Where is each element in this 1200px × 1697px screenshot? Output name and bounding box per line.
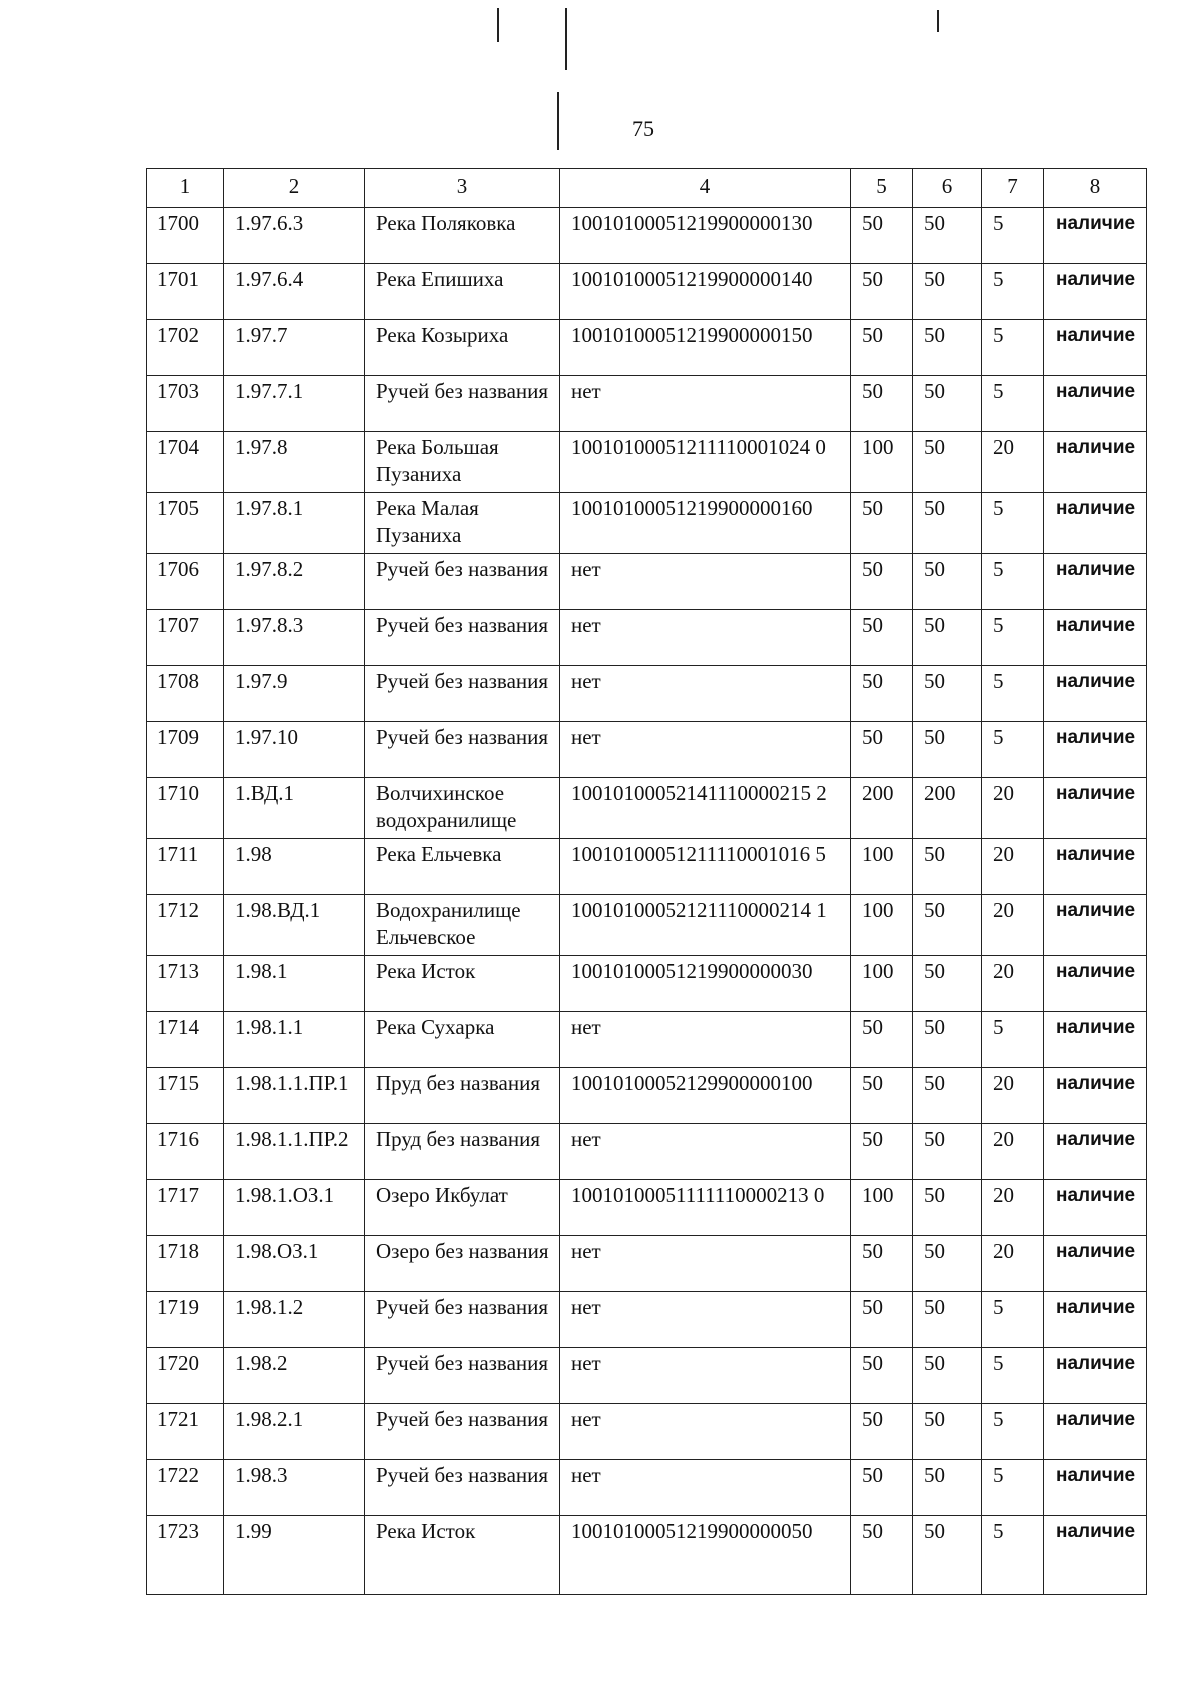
code-cell: 1.98.3 [224,1460,365,1516]
row-number-cell: 1706 [147,554,224,610]
row-number-cell: 1708 [147,666,224,722]
name-cell: Пруд без названия [365,1068,560,1124]
code-cell: 1.98.2 [224,1348,365,1404]
value-5-cell: 50 [851,264,913,320]
value-5-cell: 100 [851,1180,913,1236]
row-number-cell: 1719 [147,1292,224,1348]
status-cell: наличие [1044,839,1147,895]
name-cell: Река Поляковка [365,208,560,264]
status-cell: наличие [1044,1068,1147,1124]
table-row [147,432,1147,493]
status-cell: наличие [1044,1236,1147,1292]
scan-mark-1 [497,8,499,42]
table-row [147,839,1147,895]
status-cell: наличие [1044,1348,1147,1404]
registry-code-cell: нет [560,610,851,666]
name-cell: Река Малая Пузаниха [365,493,560,554]
value-5-cell: 50 [851,610,913,666]
value-6-cell: 50 [913,1236,982,1292]
registry-code-cell: 10010100051111110000213 0 [560,1180,851,1236]
registry-code-cell: нет [560,1404,851,1460]
value-7-cell: 20 [982,432,1044,493]
value-5-cell: 50 [851,666,913,722]
name-cell: Ручей без названия [365,1404,560,1460]
page-number: 75 [632,116,654,141]
value-6-cell: 50 [913,208,982,264]
code-cell: 1.98.1 [224,956,365,1012]
table-body [147,208,1147,1595]
name-cell: Озеро Икбулат [365,1180,560,1236]
name-cell: Ручей без названия [365,1292,560,1348]
registry-code-cell: 10010100051219900000030 [560,956,851,1012]
registry-code-cell: 10010100051219900000130 [560,208,851,264]
value-7-cell: 20 [982,956,1044,1012]
value-6-cell: 50 [913,1460,982,1516]
value-5-cell: 50 [851,1012,913,1068]
value-7-cell: 5 [982,1404,1044,1460]
value-6-cell: 50 [913,554,982,610]
scan-mark-4 [557,92,559,150]
table-row [147,264,1147,320]
value-7-cell: 5 [982,376,1044,432]
table-row [147,610,1147,666]
scan-mark-2 [565,8,567,70]
status-cell: наличие [1044,1180,1147,1236]
value-5-cell: 50 [851,1348,913,1404]
code-cell: 1.97.10 [224,722,365,778]
value-7-cell: 5 [982,1460,1044,1516]
name-cell: Река Епишиха [365,264,560,320]
value-7-cell: 5 [982,320,1044,376]
code-cell: 1.97.8 [224,432,365,493]
value-7-cell: 20 [982,778,1044,839]
header-cell: 7 [982,169,1044,208]
table-row [147,895,1147,956]
table-row [147,956,1147,1012]
value-7-cell: 5 [982,554,1044,610]
scan-mark-3 [937,10,939,32]
row-number-cell: 1718 [147,1236,224,1292]
header-cell: 3 [365,169,560,208]
value-6-cell: 50 [913,1516,982,1595]
value-6-cell: 50 [913,895,982,956]
code-cell: 1.98.1.2 [224,1292,365,1348]
value-7-cell: 5 [982,1348,1044,1404]
registry-code-cell: нет [560,666,851,722]
name-cell: Водохранилище Ельчевское [365,895,560,956]
value-7-cell: 5 [982,493,1044,554]
row-number-cell: 1722 [147,1460,224,1516]
value-6-cell: 50 [913,493,982,554]
value-7-cell: 5 [982,264,1044,320]
value-6-cell: 50 [913,666,982,722]
registry-code-cell: 10010100052141110000215 2 [560,778,851,839]
value-6-cell: 50 [913,1068,982,1124]
name-cell: Ручей без названия [365,554,560,610]
row-number-cell: 1702 [147,320,224,376]
code-cell: 1.98.1.ОЗ.1 [224,1180,365,1236]
value-6-cell: 50 [913,1404,982,1460]
code-cell: 1.97.8.3 [224,610,365,666]
value-6-cell: 50 [913,264,982,320]
code-cell: 1.97.7 [224,320,365,376]
registry-code-cell: 10010100052121110000214 1 [560,895,851,956]
value-5-cell: 100 [851,895,913,956]
table-row [147,1236,1147,1292]
value-6-cell: 50 [913,1124,982,1180]
status-cell: наличие [1044,376,1147,432]
code-cell: 1.98.1.1.ПР.1 [224,1068,365,1124]
value-5-cell: 50 [851,1292,913,1348]
name-cell: Ручей без названия [365,376,560,432]
value-7-cell: 20 [982,839,1044,895]
code-cell: 1.ВД.1 [224,778,365,839]
table-row [147,1068,1147,1124]
value-5-cell: 50 [851,1404,913,1460]
table-row [147,554,1147,610]
registry-code-cell: нет [560,376,851,432]
value-6-cell: 50 [913,1012,982,1068]
registry-code-cell: нет [560,1348,851,1404]
registry-code-cell: 10010100052129900000100 [560,1068,851,1124]
registry-code-cell: нет [560,1124,851,1180]
registry-code-cell: 10010100051211110001024 0 [560,432,851,493]
value-5-cell: 50 [851,1068,913,1124]
table-row [147,1460,1147,1516]
value-7-cell: 5 [982,722,1044,778]
registry-code-cell: 10010100051219900000050 [560,1516,851,1595]
value-7-cell: 20 [982,1236,1044,1292]
value-5-cell: 100 [851,432,913,493]
table-row [147,1516,1147,1595]
status-cell: наличие [1044,778,1147,839]
header-cell: 6 [913,169,982,208]
value-6-cell: 50 [913,376,982,432]
name-cell: Ручей без названия [365,1460,560,1516]
value-5-cell: 100 [851,839,913,895]
value-7-cell: 5 [982,1516,1044,1595]
status-cell: наличие [1044,1460,1147,1516]
value-7-cell: 5 [982,208,1044,264]
name-cell: Озеро без названия [365,1236,560,1292]
table-row [147,320,1147,376]
name-cell: Река Исток [365,1516,560,1595]
registry-code-cell: 10010100051219900000150 [560,320,851,376]
value-7-cell: 20 [982,1068,1044,1124]
status-cell: наличие [1044,432,1147,493]
value-5-cell: 50 [851,208,913,264]
status-cell: наличие [1044,610,1147,666]
row-number-cell: 1705 [147,493,224,554]
value-6-cell: 50 [913,1348,982,1404]
value-5-cell: 50 [851,1236,913,1292]
header-cell: 4 [560,169,851,208]
value-5-cell: 50 [851,1516,913,1595]
value-7-cell: 20 [982,1180,1044,1236]
row-number-cell: 1723 [147,1516,224,1595]
row-number-cell: 1703 [147,376,224,432]
value-5-cell: 100 [851,956,913,1012]
row-number-cell: 1717 [147,1180,224,1236]
status-cell: наличие [1044,320,1147,376]
name-cell: Пруд без названия [365,1124,560,1180]
table-header [147,169,1147,208]
status-cell: наличие [1044,956,1147,1012]
code-cell: 1.99 [224,1516,365,1595]
table-row [147,1348,1147,1404]
code-cell: 1.98.1.1 [224,1012,365,1068]
header-cell: 8 [1044,169,1147,208]
value-7-cell: 5 [982,666,1044,722]
header-cell: 5 [851,169,913,208]
value-5-cell: 50 [851,1460,913,1516]
value-7-cell: 5 [982,610,1044,666]
value-5-cell: 50 [851,554,913,610]
value-6-cell: 50 [913,1180,982,1236]
value-5-cell: 200 [851,778,913,839]
status-cell: наличие [1044,554,1147,610]
row-number-cell: 1709 [147,722,224,778]
status-cell: наличие [1044,1516,1147,1595]
row-number-cell: 1704 [147,432,224,493]
status-cell: наличие [1044,1292,1147,1348]
table-row [147,666,1147,722]
name-cell: Волчихинское водохранилище [365,778,560,839]
value-5-cell: 50 [851,376,913,432]
status-cell: наличие [1044,264,1147,320]
table-row [147,493,1147,554]
registry-code-cell: нет [560,1012,851,1068]
row-number-cell: 1700 [147,208,224,264]
status-cell: наличие [1044,1124,1147,1180]
value-5-cell: 50 [851,493,913,554]
value-6-cell: 50 [913,722,982,778]
table-row [147,376,1147,432]
row-number-cell: 1712 [147,895,224,956]
value-7-cell: 20 [982,1124,1044,1180]
row-number-cell: 1701 [147,264,224,320]
code-cell: 1.97.7.1 [224,376,365,432]
row-number-cell: 1716 [147,1124,224,1180]
code-cell: 1.98 [224,839,365,895]
table-row [147,1292,1147,1348]
data-table [146,168,1147,1595]
table-row [147,1012,1147,1068]
value-6-cell: 50 [913,956,982,1012]
row-number-cell: 1711 [147,839,224,895]
code-cell: 1.97.6.3 [224,208,365,264]
header-cell: 1 [147,169,224,208]
registry-code-cell: 10010100051219900000160 [560,493,851,554]
row-number-cell: 1721 [147,1404,224,1460]
table-row [147,1404,1147,1460]
status-cell: наличие [1044,493,1147,554]
code-cell: 1.97.9 [224,666,365,722]
code-cell: 1.98.2.1 [224,1404,365,1460]
code-cell: 1.98.ОЗ.1 [224,1236,365,1292]
code-cell: 1.97.8.1 [224,493,365,554]
value-5-cell: 50 [851,1124,913,1180]
value-6-cell: 50 [913,839,982,895]
value-6-cell: 50 [913,1292,982,1348]
table-row [147,1180,1147,1236]
name-cell: Ручей без названия [365,1348,560,1404]
code-cell: 1.97.6.4 [224,264,365,320]
value-7-cell: 20 [982,895,1044,956]
header-cell: 2 [224,169,365,208]
name-cell: Река Большая Пузаниха [365,432,560,493]
name-cell: Ручей без названия [365,722,560,778]
value-5-cell: 50 [851,722,913,778]
name-cell: Река Исток [365,956,560,1012]
name-cell: Река Козыриха [365,320,560,376]
value-7-cell: 5 [982,1012,1044,1068]
table-row [147,208,1147,264]
table-row [147,722,1147,778]
status-cell: наличие [1044,722,1147,778]
status-cell: наличие [1044,1012,1147,1068]
registry-code-cell: нет [560,1292,851,1348]
registry-code-cell: 10010100051219900000140 [560,264,851,320]
status-cell: наличие [1044,895,1147,956]
registry-code-cell: нет [560,554,851,610]
row-number-cell: 1713 [147,956,224,1012]
name-cell: Река Ельчевка [365,839,560,895]
status-cell: наличие [1044,1404,1147,1460]
registry-code-cell: нет [560,1236,851,1292]
row-number-cell: 1710 [147,778,224,839]
value-7-cell: 5 [982,1292,1044,1348]
code-cell: 1.98.1.1.ПР.2 [224,1124,365,1180]
status-cell: наличие [1044,208,1147,264]
value-6-cell: 50 [913,610,982,666]
registry-code-cell: 10010100051211110001016 5 [560,839,851,895]
header-row [147,169,1147,208]
row-number-cell: 1715 [147,1068,224,1124]
registry-code-cell: нет [560,1460,851,1516]
table-row [147,1124,1147,1180]
row-number-cell: 1720 [147,1348,224,1404]
name-cell: Река Сухарка [365,1012,560,1068]
row-number-cell: 1714 [147,1012,224,1068]
name-cell: Ручей без названия [365,610,560,666]
code-cell: 1.97.8.2 [224,554,365,610]
registry-code-cell: нет [560,722,851,778]
table-row [147,778,1147,839]
value-6-cell: 200 [913,778,982,839]
code-cell: 1.98.ВД.1 [224,895,365,956]
name-cell: Ручей без названия [365,666,560,722]
value-6-cell: 50 [913,320,982,376]
value-6-cell: 50 [913,432,982,493]
value-5-cell: 50 [851,320,913,376]
row-number-cell: 1707 [147,610,224,666]
status-cell: наличие [1044,666,1147,722]
